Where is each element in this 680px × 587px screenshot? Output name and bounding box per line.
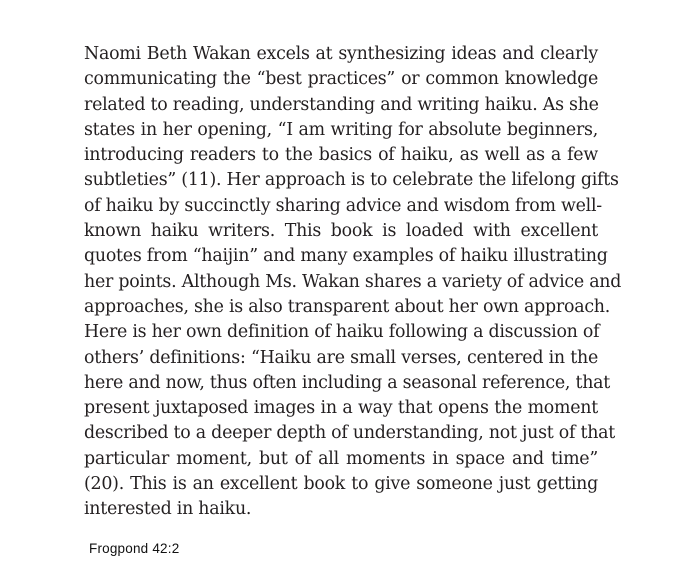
text-line: of haiku by succinctly sharing advice and wisdom from well-	[84, 195, 602, 216]
text-line: here and now, thus often including a seasonal reference, that	[84, 372, 611, 393]
text-line: present juxtaposed images in a way that opens the moment	[84, 398, 598, 419]
text-line: Naomi Beth Wakan excels at synthesizing ideas and clearly	[84, 44, 598, 64]
text-line: communicating the “best practices” or common knowledge	[84, 69, 598, 90]
journal-footer: Frogpond 42:2	[89, 541, 180, 556]
text-line: subtleties” (11). Her approach is to celebrate the lifelong gifts	[84, 170, 619, 191]
text-line: quotes from “haijin” and many examples of haiku illustrating	[84, 246, 608, 267]
text-line: particular moment, but of all moments in space and time”	[84, 448, 598, 469]
text-line: Here is her own definition of haiku following a discussion of	[84, 322, 600, 343]
text-line: states in her opening, “I am writing for absolute beginners,	[84, 119, 598, 140]
text-line: known haiku writers. This book is loaded with excellent	[84, 221, 598, 242]
text-line: related to reading, understanding and writing haiku. As she	[84, 94, 599, 115]
text-line: her points. Although Ms. Wakan shares a variety of advice and	[84, 271, 622, 292]
review-paragraph	[84, 42, 622, 523]
text-line: introducing readers to the basics of haiku, as well as a few	[84, 145, 598, 166]
text-line: others’ definitions: “Haiku are small verses, centered in the	[84, 347, 598, 368]
text-line: interested in haiku.	[84, 499, 252, 520]
text-line: (20). This is an excellent book to give someone just getting	[84, 474, 598, 495]
text-line: described to a deeper depth of understanding, not just of that	[84, 423, 616, 444]
text-line: approaches, she is also transparent about her own approach.	[84, 296, 611, 317]
